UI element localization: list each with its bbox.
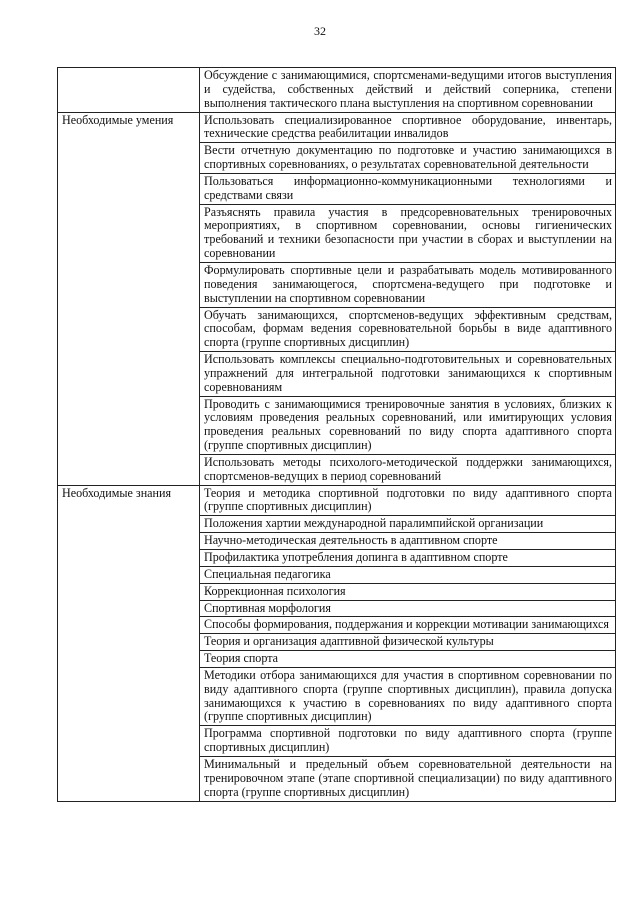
table-cell: Теория и организация адаптивной физической культуры	[200, 634, 616, 651]
table-cell: Пользоваться информационно-коммуникационными технологиями и средствами связи	[200, 173, 616, 204]
row-label	[58, 68, 200, 113]
row-label-skills: Необходимые умения	[58, 112, 200, 485]
table-cell: Обучать занимающихся, спортсменов-ведущих эффективным средствам, способам, формам ведения соревновательной борьбы в виде адаптивного спорта (группе спортивных дисциплин)	[200, 307, 616, 352]
table-cell: Минимальный и предельный объем соревновательной деятельности на тренировочном этапе (этапе спортивной специализации) по виду адаптивного спорта (группе спортивных дисциплин)	[200, 756, 616, 801]
table-cell: Теория и методика спортивной подготовки по виду адаптивного спорта (группе спортивных дисциплин)	[200, 485, 616, 516]
row-label-knowledge: Необходимые знания	[58, 485, 200, 801]
table-row	[58, 112, 616, 143]
table-cell: Программа спортивной подготовки по виду адаптивного спорта (группе спортивных дисциплин)	[200, 726, 616, 757]
table-cell: Использовать специализированное спортивное оборудование, инвентарь, технические средства реабилитации инвалидов	[200, 112, 616, 143]
requirements-table	[57, 67, 616, 802]
table-cell: Разъяснять правила участия в предсоревновательных тренировочных мероприятиях, в спортивном соревновании, основы гигиенических требований и техники безопасности при участии в сборах и выступлении на соревновании	[200, 204, 616, 262]
table-cell: Положения хартии международной паралимпийской организации	[200, 516, 616, 533]
table-cell: Научно-методическая деятельность в адаптивном спорте	[200, 533, 616, 550]
table-cell: Проводить с занимающимися тренировочные занятия в условиях, близких к условиям проведения реальных соревнований, или имитирующих условия проведения реальных соревнований по виду спорта адаптивного спорта (группе спортивных дисциплин)	[200, 396, 616, 454]
table-cell: Использовать комплексы специально-подготовительных и соревновательных упражнений для интегральной подготовки занимающихся к спортивным соревнованиям	[200, 352, 616, 397]
table-cell: Профилактика употребления допинга в адаптивном спорте	[200, 550, 616, 567]
table-cell: Формулировать спортивные цели и разрабатывать модель мотивированного поведения занимающегося, спортсмена-ведущего при подготовке и выступлении на спортивном соревновании	[200, 262, 616, 307]
table-cell: Коррекционная психология	[200, 583, 616, 600]
table-cell: Спортивная морфология	[200, 600, 616, 617]
table-cell: Теория спорта	[200, 651, 616, 668]
table-cell: Использовать методы психолого-методической поддержки занимающихся, спортсменов-ведущих в период соревнований	[200, 454, 616, 485]
table-cell: Обсуждение с занимающимися, спортсменами-ведущими итогов выступления и судейства, собственных действий и действий соперника, степени выполнения тактического плана выступления на спортивном соревновании	[200, 68, 616, 113]
table-cell: Вести отчетную документацию по подготовке и участию занимающихся в спортивных соревнованиях, о результатах соревновательной деятельности	[200, 143, 616, 174]
table-cell: Методики отбора занимающихся для участия в спортивном соревновании по виду адаптивного спорта (группе спортивных дисциплин), правила допуска занимающихся к участию в соревнованиях по виду адаптивного спорта (группе спортивных дисциплин)	[200, 667, 616, 725]
page-number: 32	[314, 24, 326, 38]
table-cell: Специальная педагогика	[200, 566, 616, 583]
table-row	[58, 485, 616, 516]
table-cell: Способы формирования, поддержания и коррекции мотивации занимающихся	[200, 617, 616, 634]
table-row	[58, 68, 616, 113]
